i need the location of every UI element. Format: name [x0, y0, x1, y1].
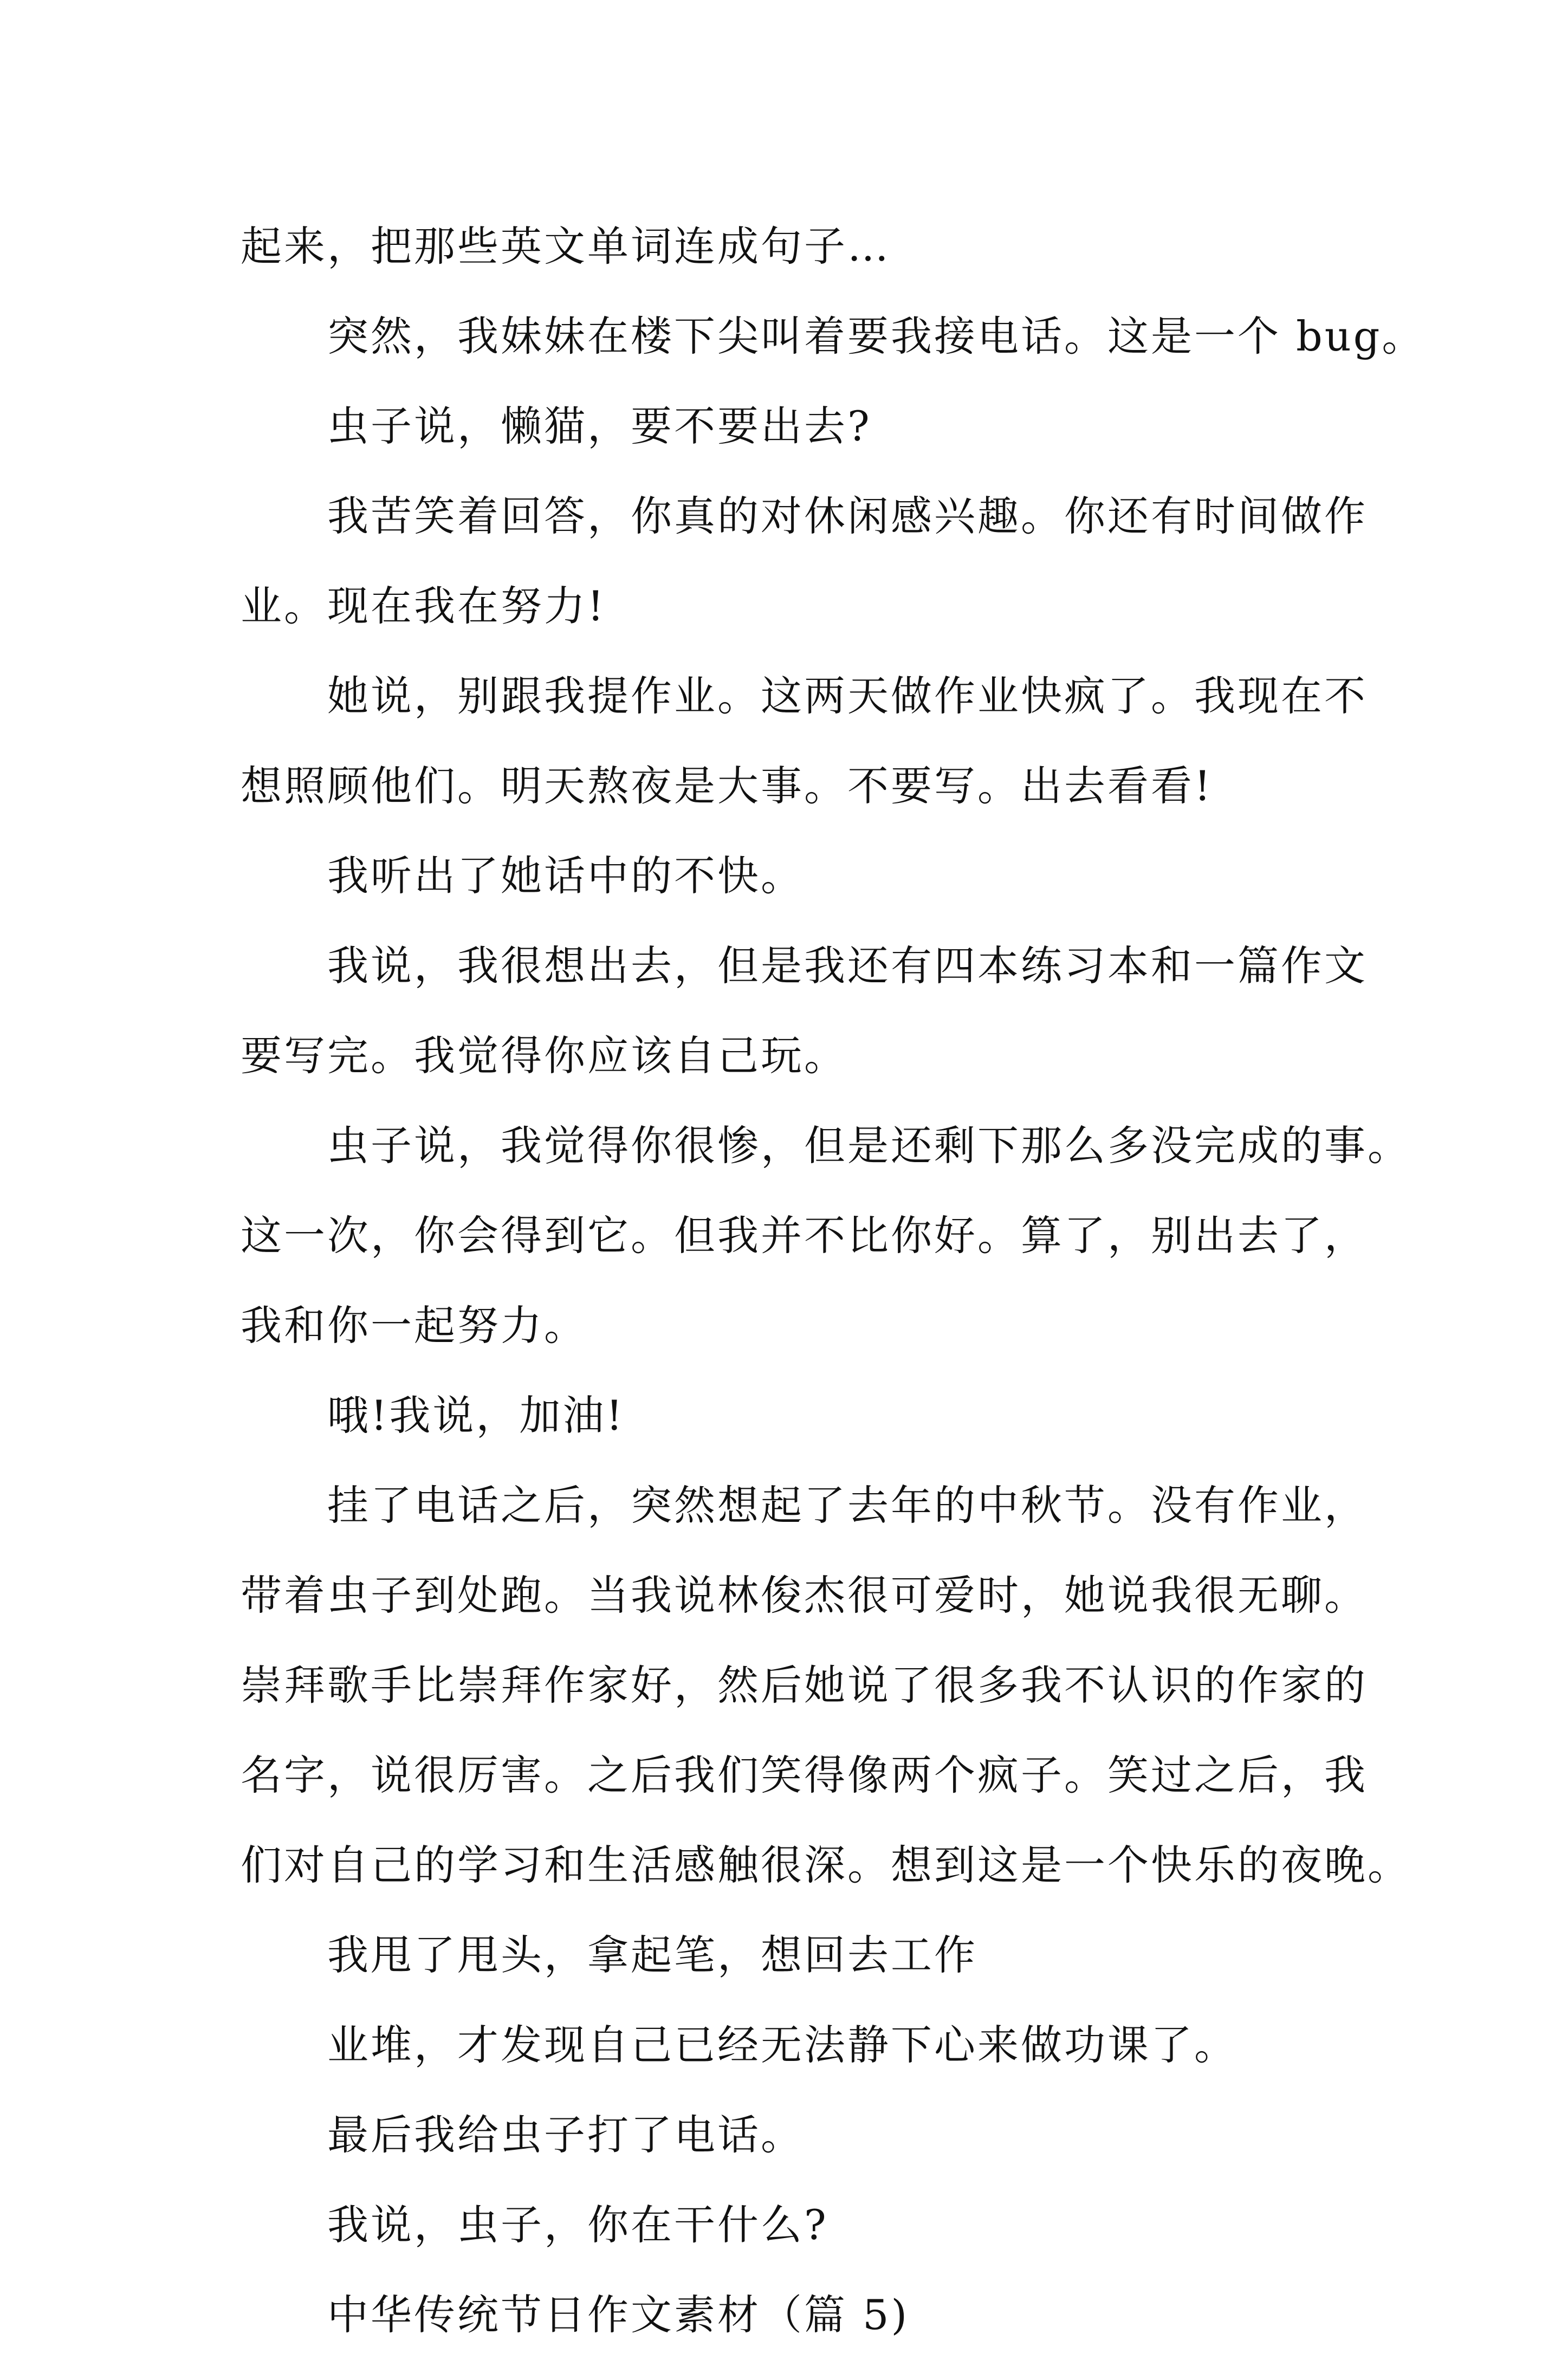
text-line: 们对自己的学习和生活感触很深。想到这是一个快乐的夜晚。 [241, 1841, 1411, 1889]
text-line: 崇拜歌手比崇拜作家好，然后她说了很多我不认识的作家的 [241, 1661, 1368, 1709]
text-line: 我苦笑着回答，你真的对休闲感兴趣。你还有时间做作 [327, 492, 1368, 540]
text-line: 想照顾他们。明天熬夜是大事。不要写。出去看看! [241, 762, 1213, 810]
text-line: 这一次，你会得到它。但我并不比你好。算了，别出去了， [241, 1211, 1368, 1260]
text-line: 虫子说，我觉得你很惨，但是还剩下那么多没完成的事。 [327, 1121, 1411, 1170]
text-line: 起来，把那些英文单词连成句子… [241, 222, 891, 270]
text-line: 我说，我很想出去，但是我还有四本练习本和一篇作文 [327, 942, 1368, 990]
text-line: 我听出了她话中的不快。 [327, 852, 804, 900]
text-line: 虫子说，懒猫，要不要出去? [327, 402, 872, 450]
text-line: 我甩了甩头，拿起笔，想回去工作 [327, 1931, 977, 1979]
text-line: 突然，我妹妹在楼下尖叫着要我接电话。这是一个 bug。 [327, 312, 1426, 360]
text-line: 她说，别跟我提作业。这两天做作业快疯了。我现在不 [327, 672, 1368, 720]
text-line: 业。现在我在努力! [241, 582, 606, 630]
text-line: 最后我给虫子打了电话。 [327, 2111, 804, 2159]
text-line: 要写完。我觉得你应该自己玩。 [241, 1032, 847, 1080]
text-line: 业堆，才发现自己已经无法静下心来做功课了。 [327, 2021, 1237, 2069]
text-line: 我说，虫子，你在干什么? [327, 2201, 828, 2249]
text-line: 哦!我说，加油! [327, 1391, 625, 1440]
section-heading: 中华传统节日作文素材（篇 5) [327, 2291, 910, 2339]
text-line: 我和你一起努力。 [241, 1301, 587, 1350]
text-line: 挂了电话之后，突然想起了去年的中秋节。没有作业， [327, 1481, 1368, 1529]
text-line: 带着虫子到处跑。当我说林俊杰很可爱时，她说我很无聊。 [241, 1571, 1368, 1619]
text-line: 名字，说很厉害。之后我们笑得像两个疯子。笑过之后，我 [241, 1751, 1368, 1799]
body-text [241, 202, 1426, 2360]
